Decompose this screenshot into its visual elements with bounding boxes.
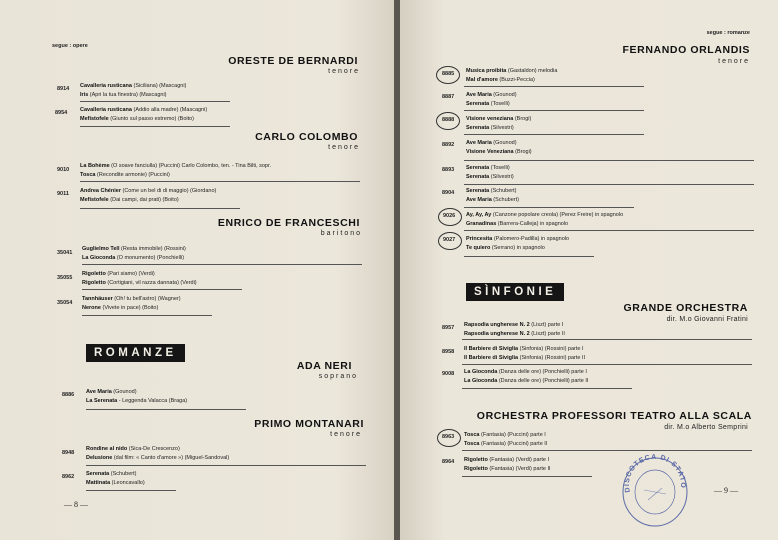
voice-type: baritono [320, 230, 362, 237]
artist-name: CARLO COLOMBO [255, 131, 358, 143]
catalog-number: 9026 [443, 213, 456, 219]
divider [464, 160, 754, 161]
record-entry: Serenata (Toselli) Serenata (Silvestri) [466, 165, 514, 180]
record-entry: Serenata (Schubert) Mattinata (Leoncavallo) [86, 471, 145, 486]
record-entry: Cavalleria rusticana (Addio alla madre) (Mascagni) Mefistofele (Giunto sul passo estremo) (Boito) [80, 107, 208, 122]
catalog-number: 8954 [55, 110, 68, 116]
divider [80, 101, 230, 102]
record-entry: Visione veneziana (Brogi) Serenata (Silvestri) [466, 116, 532, 131]
record-entry: Cavalleria rusticana (Siciliana) (Mascagni) Iris (Apri la tua finestra) (Mascagni) [80, 83, 187, 98]
artist-name: ORESTE DE BERNARDI [228, 55, 358, 67]
catalog-number: 8887 [442, 94, 455, 100]
catalog-number: 8892 [442, 142, 455, 148]
record-entry: Tosca (Fantasia) (Puccini) parte I Tosca (Fantasia) (Puccini) parte II [464, 432, 548, 447]
record-entry: Rapsodia ungherese N. 2 (Liszt) parte I Rapsodia ungherese N. 2 (Liszt) parte II [464, 322, 565, 337]
divider [86, 490, 176, 491]
divider [462, 364, 752, 365]
catalog-number: 8885 [442, 71, 455, 77]
divider [80, 208, 240, 209]
artist-name: ORCHESTRA PROFESSORI TEATRO ALLA SCALA [476, 410, 752, 422]
voice-type: tenore [328, 68, 360, 75]
divider [464, 230, 754, 231]
divider [462, 476, 592, 477]
record-entry: Il Barbiere di Siviglia (Sinfonia) (Rossini) parte I Il Barbiere di Siviglia (Sinfonia) (Rossini) parte II [464, 346, 586, 361]
catalog-number: 8962 [62, 474, 75, 480]
running-header: segue : opere [52, 43, 88, 49]
section-banner-romanze: ROMANZE [86, 344, 185, 362]
divider [462, 388, 632, 389]
catalog-number: 8904 [442, 190, 455, 196]
catalog-number: 9027 [443, 237, 456, 243]
record-entry: Rigoletto (Pari siamo) (Verdi) Rigoletto (Cortigiani, vil razza dannata) (Verdi) [82, 271, 197, 286]
divider [464, 184, 754, 185]
catalog-number: 8948 [62, 450, 75, 456]
catalog-number: 8964 [442, 459, 455, 465]
artist-name: FERNANDO ORLANDIS [622, 44, 750, 56]
record-entry: La Bohème (O soave fanciulla) (Puccini) Carlo Colombo, ten. - Tina Bilti, sopr. Tosca (Recondite armonie) (Puccini) [80, 163, 272, 178]
divider [86, 409, 246, 410]
catalog-number: 8963 [442, 434, 455, 440]
divider [464, 256, 594, 257]
record-entry: Andrea Chénier (Come un bel di di maggio) (Giordano) Mefistofele (Dai campi, dai prati) (Boito) [80, 188, 217, 203]
catalog-number: 9011 [57, 191, 69, 197]
stamp-text: DISCOTECA DI STATO [623, 453, 687, 493]
divider [80, 126, 230, 127]
record-entry: Serenata (Schubert) Ave Maria (Schubert) [466, 188, 519, 203]
record-entry: Tannhäuser (Oh! tu bell'astro) (Wagner) Nerone (Vivete in pace) (Boito) [82, 296, 181, 311]
record-entry: Ay, Ay, Ay (Canzone popolare creola) (Perez Freire) in spagnolo Granadinas (Barrera-Calleja) in spagnolo [466, 212, 624, 227]
catalog-number: 9010 [57, 167, 70, 173]
page-number: — 9 — [714, 486, 738, 495]
divider [464, 207, 634, 208]
catalog-number: 8958 [442, 349, 455, 355]
catalog-number: 8893 [442, 167, 455, 173]
divider [82, 315, 212, 316]
catalog-number: 8888 [442, 117, 455, 123]
voice-type: tenore [718, 58, 750, 65]
voice-type: tenore [328, 144, 360, 151]
running-header: segue : romanze [706, 30, 750, 36]
record-entry: Ave Maria (Gounod) Serenata (Toselli) [466, 92, 517, 107]
record-entry: Rondine al nido (Sica-De Crescenzo) Delusione (dal film: « Canto d'amore ») (Miguel-Sandoval) [86, 446, 230, 461]
conductor: dir. M.o Giovanni Fratini [666, 316, 748, 323]
artist-name: GRANDE ORCHESTRA [623, 302, 748, 314]
conductor: dir. M.o Alberto Semprini [664, 424, 748, 431]
catalog-number: 8914 [57, 86, 70, 92]
divider [464, 134, 644, 135]
discoteca-stamp [618, 448, 692, 532]
record-entry: Ave Maria (Gounod) Visione Veneziana (Brogi) [466, 140, 532, 155]
record-entry: La Gioconda (Danza delle ore) (Ponchielli) parte I La Gioconda (Danza delle ore) (Ponchielli) parte II [464, 369, 589, 384]
page-number: — 8 — [64, 500, 88, 509]
divider [82, 289, 242, 290]
catalog-number: 35055 [57, 275, 73, 281]
catalog-number: 8957 [442, 325, 455, 331]
section-banner-sinfonie: SÌNFONIE [466, 283, 564, 301]
divider [462, 450, 752, 451]
divider [86, 465, 366, 466]
voice-type: tenore [330, 431, 362, 438]
artist-name: ENRICO DE FRANCESCHI [217, 217, 360, 229]
divider [80, 181, 360, 182]
divider [464, 86, 644, 87]
record-entry: Rigoletto (Fantasia) (Verdi) parte I Rigoletto (Fantasia) (Verdi) parte II [464, 457, 551, 472]
voice-type: soprano [318, 373, 358, 380]
artist-name: ADA NERI [296, 360, 352, 372]
record-entry: Princesita (Palomero-Padilla) in spagnolo Te quiero (Serrano) in spagnolo [466, 236, 570, 251]
divider [464, 110, 644, 111]
catalog-number: 35054 [57, 300, 73, 306]
right-page [400, 0, 778, 540]
record-entry: Ave Maria (Gounod) La Serenata - Leggenda Valacca (Braga) [86, 389, 188, 404]
record-entry: Guglielmo Tell (Resta immobile) (Rossini) La Gioconda (O monumento) (Ponchielli) [82, 246, 186, 261]
catalog-number: 35041 [57, 250, 73, 256]
artist-name: PRIMO MONTANARI [254, 418, 364, 430]
svg-text:DISCOTECA DI STATO [624, 454, 686, 493]
catalog-number: 8886 [62, 392, 75, 398]
record-entry: Musica proibita (Gastaldon) melodia Mal d'amore (Buzzi-Peccia) [466, 68, 558, 83]
divider [462, 339, 752, 340]
catalog-number: 9008 [442, 371, 455, 377]
divider [82, 264, 362, 265]
